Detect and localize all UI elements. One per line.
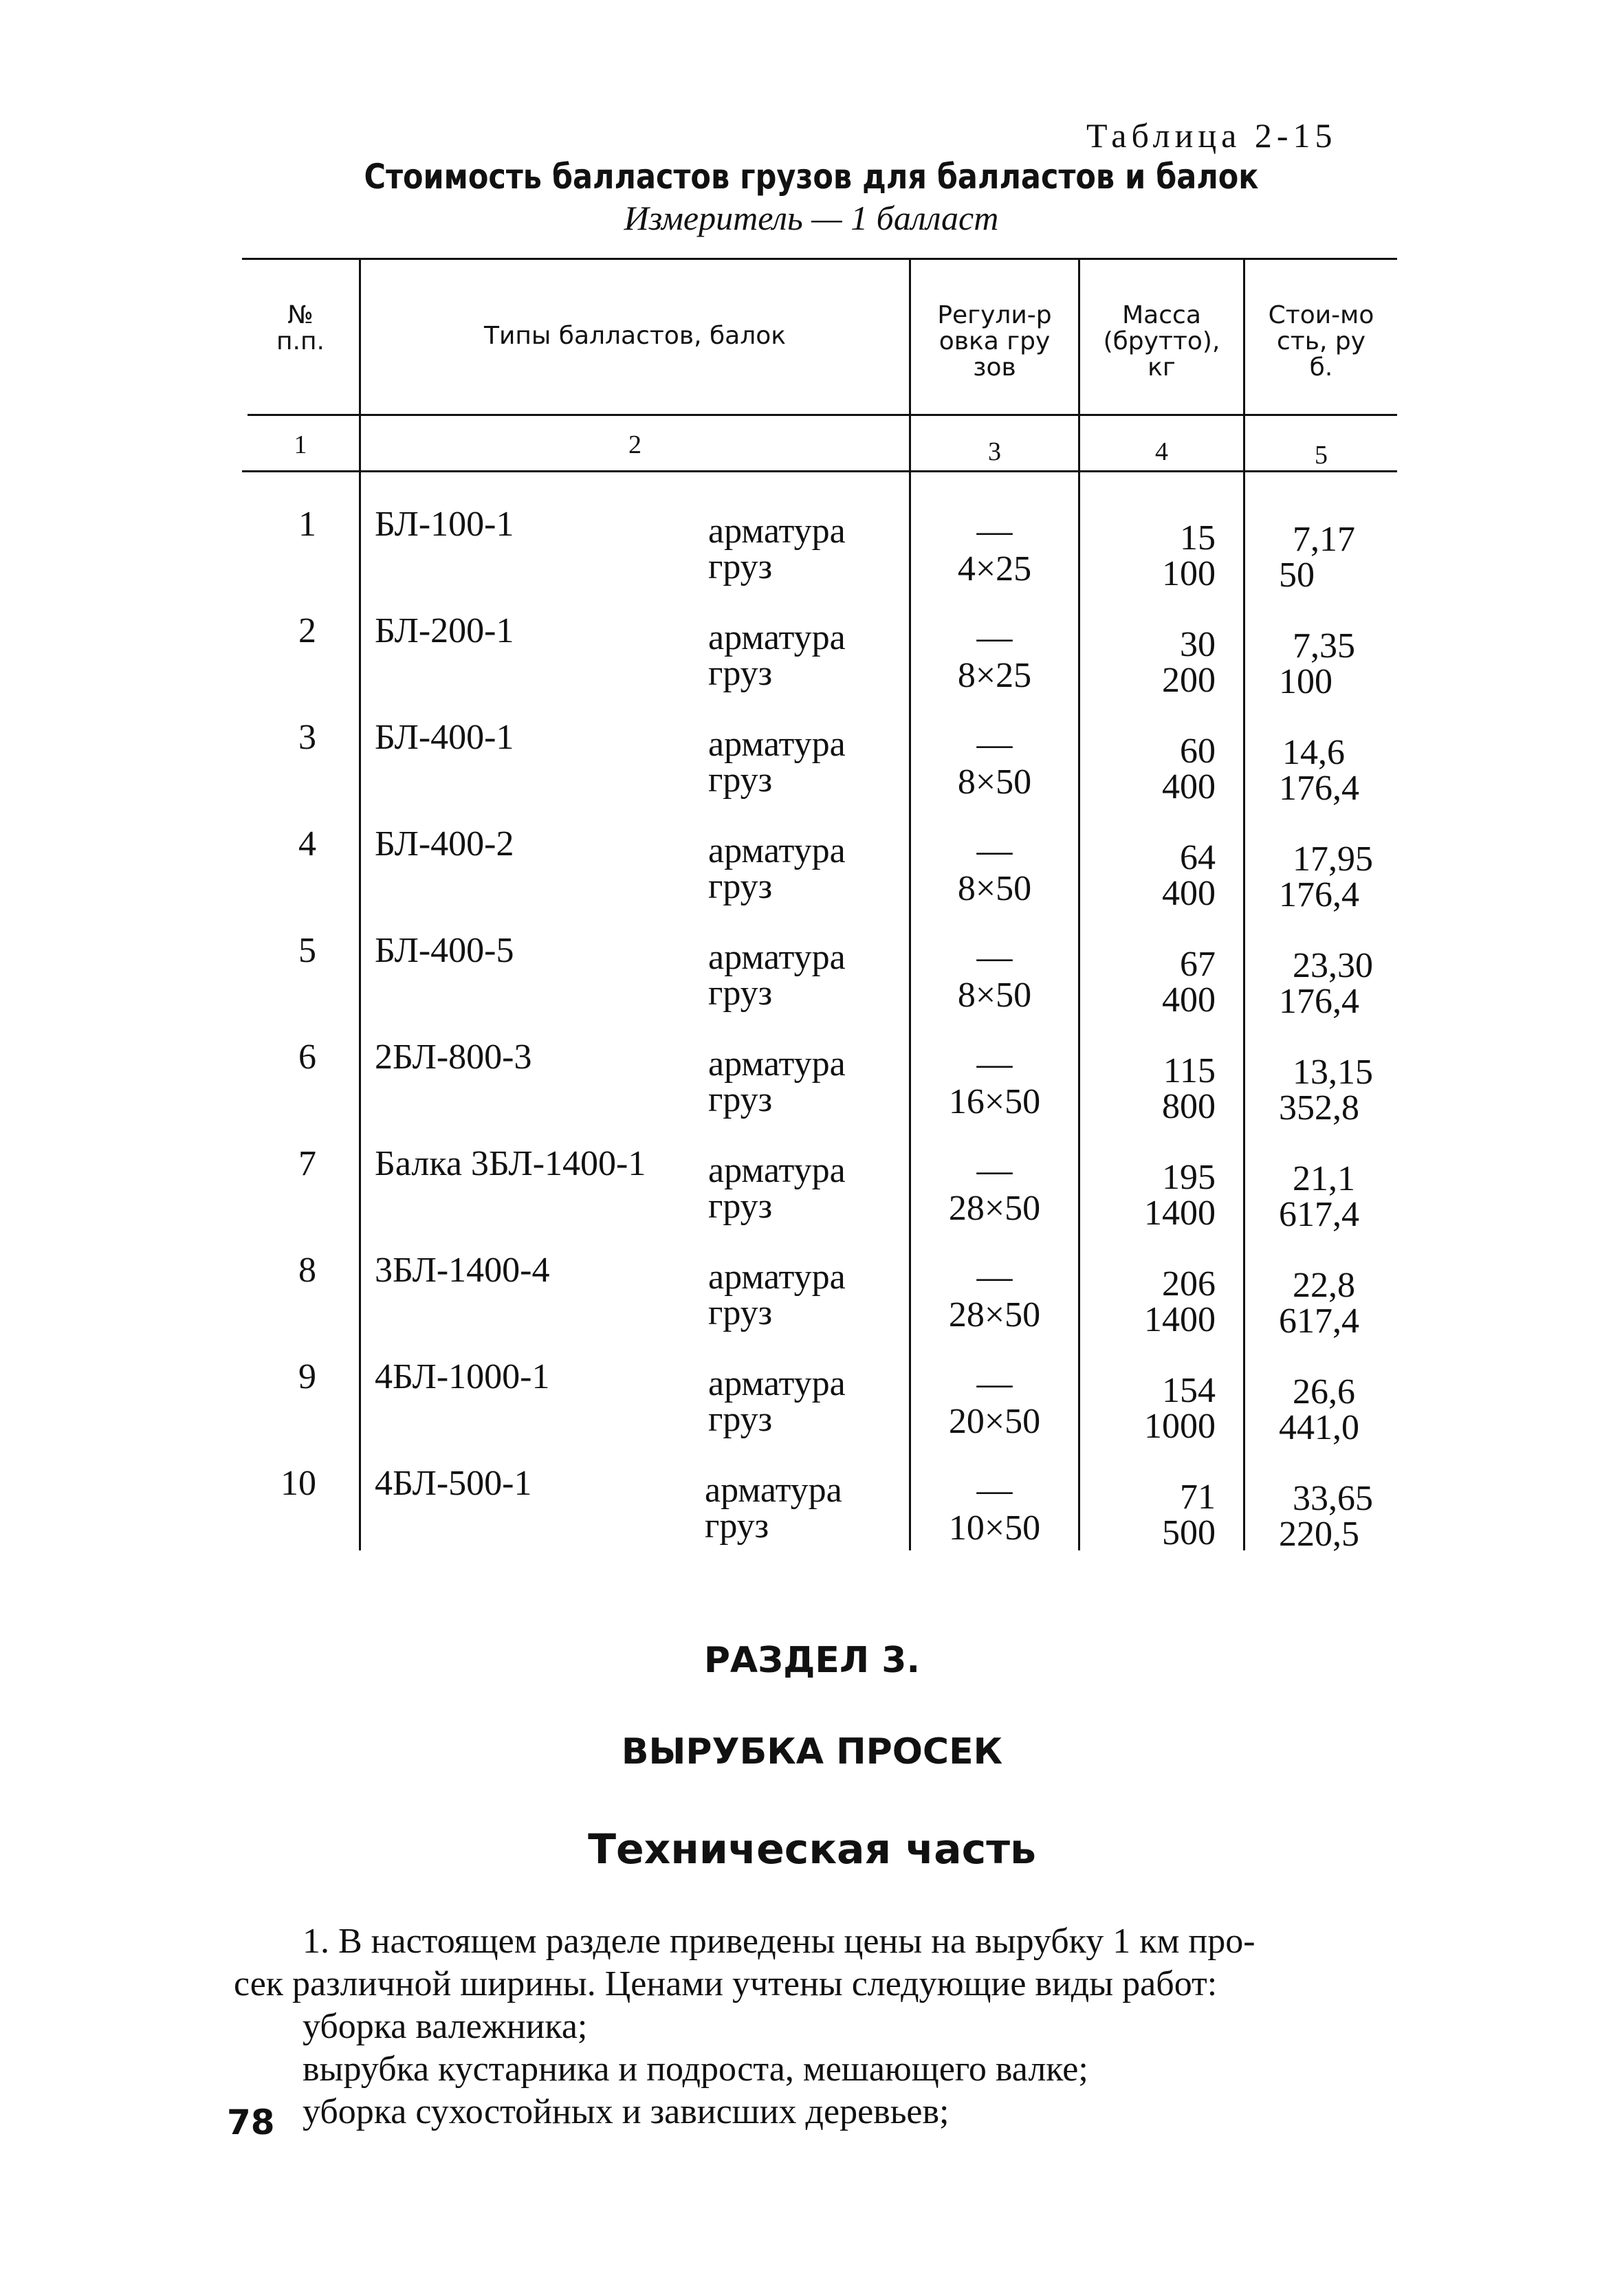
colnum-3: 3 xyxy=(988,437,1001,466)
row-type: 4БЛ-1000-1 xyxy=(375,1357,550,1396)
row-part-reinforcement: арматура xyxy=(708,725,846,764)
header-cost xyxy=(1245,303,1397,381)
list-item-3: уборка сухостойных и зависших деревьев; xyxy=(303,2092,950,2131)
row-cost-reinforcement: 22,8 xyxy=(1293,1266,1355,1305)
header-no-text: № п.п. xyxy=(276,301,325,355)
row-type: БЛ-400-1 xyxy=(375,718,514,757)
row-number: 1 xyxy=(298,505,316,544)
row-cost-load: 220,5 xyxy=(1279,1515,1359,1554)
row-cost-reinforcement: 17,95 xyxy=(1293,839,1373,879)
row-cost-load: 176,4 xyxy=(1279,982,1359,1021)
row-type: Балка 3БЛ-1400-1 xyxy=(375,1144,646,1183)
row-mass-reinforcement: 206 xyxy=(1162,1264,1216,1304)
row-part-reinforcement: арматура xyxy=(708,1258,846,1297)
header-regulation xyxy=(911,303,1078,381)
row-part-load: груз xyxy=(708,1080,773,1119)
row-mass-load: 400 xyxy=(1162,874,1216,913)
row-regulation: 20×50 xyxy=(948,1402,1041,1441)
row-part-reinforcement: арматура xyxy=(708,831,846,870)
row-number: 8 xyxy=(298,1251,316,1290)
row-mass-load: 800 xyxy=(1162,1087,1216,1126)
row-type: 3БЛ-1400-4 xyxy=(375,1251,550,1290)
row-regulation-dash: — xyxy=(976,1151,1013,1190)
row-cost-reinforcement: 33,65 xyxy=(1293,1479,1373,1518)
row-part-reinforcement: арматура xyxy=(708,1364,846,1403)
row-part-load: груз xyxy=(708,1187,773,1226)
section-subtitle: Техническая часть xyxy=(588,1825,1036,1874)
row-part-load: груз xyxy=(708,867,773,906)
row-cost-reinforcement: 7,17 xyxy=(1293,520,1355,559)
row-cost-reinforcement: 7,35 xyxy=(1293,626,1355,666)
row-part-load: груз xyxy=(705,1506,769,1546)
page-number: 78 xyxy=(227,2102,275,2142)
row-number: 3 xyxy=(298,718,316,757)
row-part-load: груз xyxy=(708,974,773,1013)
row-mass-load: 1400 xyxy=(1144,1300,1216,1339)
row-regulation-dash: — xyxy=(976,725,1013,764)
row-number: 10 xyxy=(281,1464,316,1503)
row-part-load: груз xyxy=(708,760,773,800)
row-regulation: 10×50 xyxy=(948,1508,1041,1548)
header-bottom-rule xyxy=(248,414,1397,416)
row-cost-load: 176,4 xyxy=(1279,875,1359,914)
row-number: 7 xyxy=(298,1144,316,1183)
list-item-2: вырубка кустарника и подроста, мешающего валке; xyxy=(303,2050,1088,2089)
row-number: 2 xyxy=(298,611,316,650)
row-mass-load: 1000 xyxy=(1144,1407,1216,1446)
row-mass-load: 500 xyxy=(1162,1513,1216,1552)
row-mass-reinforcement: 15 xyxy=(1180,518,1216,558)
row-mass-load: 1400 xyxy=(1144,1194,1216,1233)
row-cost-reinforcement: 21,1 xyxy=(1293,1159,1355,1198)
row-part-reinforcement: арматура xyxy=(708,1044,846,1084)
row-part-reinforcement: арматура xyxy=(708,938,846,977)
row-regulation: 4×25 xyxy=(957,549,1032,589)
row-regulation-dash: — xyxy=(976,512,1013,551)
row-part-load: груз xyxy=(708,654,773,693)
row-cost-load: 50 xyxy=(1279,556,1315,595)
row-mass-reinforcement: 30 xyxy=(1180,625,1216,664)
row-regulation-dash: — xyxy=(976,831,1013,870)
row-mass-load: 400 xyxy=(1162,767,1216,806)
header-cost-text: Стои-мость, руб. xyxy=(1268,301,1374,382)
table-label: Таблица 2-15 xyxy=(1086,116,1337,155)
row-cost-reinforcement: 23,30 xyxy=(1293,946,1373,985)
header-regulation-text: Регули-ровка грузов xyxy=(937,301,1052,382)
header-type: Типы балластов, балок xyxy=(483,322,787,350)
colnum-5: 5 xyxy=(1315,441,1328,470)
row-part-reinforcement: арматура xyxy=(708,618,846,657)
row-mass-reinforcement: 195 xyxy=(1162,1158,1216,1197)
row-type: 2БЛ-800-3 xyxy=(375,1037,532,1077)
row-type: БЛ-200-1 xyxy=(375,611,514,650)
row-regulation: 28×50 xyxy=(948,1295,1041,1335)
row-regulation: 16×50 xyxy=(948,1082,1041,1121)
row-part-load: груз xyxy=(708,547,773,586)
row-regulation: 28×50 xyxy=(948,1189,1041,1228)
colnum-1: 1 xyxy=(294,430,307,459)
row-mass-reinforcement: 154 xyxy=(1162,1371,1216,1410)
row-cost-load: 441,0 xyxy=(1279,1408,1359,1447)
row-type: БЛ-400-2 xyxy=(375,824,514,864)
row-number: 9 xyxy=(298,1357,316,1396)
row-cost-load: 352,8 xyxy=(1279,1088,1359,1128)
table-top-rule xyxy=(242,258,1397,260)
list-item-1: уборка валежника; xyxy=(303,2007,588,2046)
row-cost-reinforcement: 26,6 xyxy=(1293,1372,1355,1412)
row-type: БЛ-400-5 xyxy=(375,931,514,970)
row-cost-load: 617,4 xyxy=(1279,1302,1359,1341)
colnum-bottom-rule xyxy=(242,470,1397,472)
row-regulation: 8×50 xyxy=(957,869,1032,908)
header-mass-text: Масса (брутто), кг xyxy=(1103,301,1220,382)
colnum-2: 2 xyxy=(628,430,641,459)
row-mass-reinforcement: 67 xyxy=(1180,945,1216,984)
row-regulation-dash: — xyxy=(976,1258,1013,1297)
row-mass-reinforcement: 115 xyxy=(1163,1051,1216,1090)
row-mass-reinforcement: 71 xyxy=(1180,1478,1216,1517)
row-type: 4БЛ-500-1 xyxy=(375,1464,532,1503)
row-type: БЛ-100-1 xyxy=(375,505,514,544)
row-regulation-dash: — xyxy=(976,618,1013,657)
row-part-reinforcement: арматура xyxy=(708,512,846,551)
row-number: 5 xyxy=(298,931,316,970)
row-cost-reinforcement: 13,15 xyxy=(1293,1053,1373,1092)
paragraph-line-1: 1. В настоящем разделе приведены цены на вырубку 1 км про- xyxy=(303,1922,1255,1961)
section-title: ВЫРУБКА ПРОСЕК xyxy=(621,1731,1003,1772)
row-number: 6 xyxy=(298,1037,316,1077)
row-mass-load: 400 xyxy=(1162,980,1216,1020)
row-cost-load: 176,4 xyxy=(1279,769,1359,808)
table-unit: Измеритель — 1 балласт xyxy=(624,199,999,237)
row-part-load: груз xyxy=(708,1293,773,1332)
header-mass xyxy=(1080,303,1243,381)
row-regulation: 8×50 xyxy=(957,762,1032,802)
colnum-4: 4 xyxy=(1155,437,1168,466)
row-mass-reinforcement: 60 xyxy=(1180,732,1216,771)
table-title: Стоимость балластов грузов для балластов и балок xyxy=(364,157,1259,197)
row-regulation: 8×25 xyxy=(957,656,1032,695)
section-number: РАЗДЕЛ 3. xyxy=(703,1640,921,1681)
row-part-reinforcement: арматура xyxy=(708,1151,846,1190)
row-part-load: груз xyxy=(708,1400,773,1439)
header-no xyxy=(242,303,359,355)
row-regulation-dash: — xyxy=(976,938,1013,977)
row-mass-load: 100 xyxy=(1162,554,1216,593)
row-mass-load: 200 xyxy=(1162,661,1216,700)
row-cost-reinforcement: 14,6 xyxy=(1282,733,1345,772)
paragraph-line-2: сек различной ширины. Ценами учтены следующие виды работ: xyxy=(234,1964,1218,2003)
row-regulation-dash: — xyxy=(976,1364,1013,1403)
row-cost-load: 617,4 xyxy=(1279,1195,1359,1234)
row-number: 4 xyxy=(298,824,316,864)
row-regulation: 8×50 xyxy=(957,976,1032,1015)
row-regulation-dash: — xyxy=(976,1471,1013,1510)
row-regulation-dash: — xyxy=(976,1044,1013,1084)
row-part-reinforcement: арматура xyxy=(705,1471,842,1510)
row-mass-reinforcement: 64 xyxy=(1180,838,1216,877)
row-cost-load: 100 xyxy=(1279,662,1332,701)
